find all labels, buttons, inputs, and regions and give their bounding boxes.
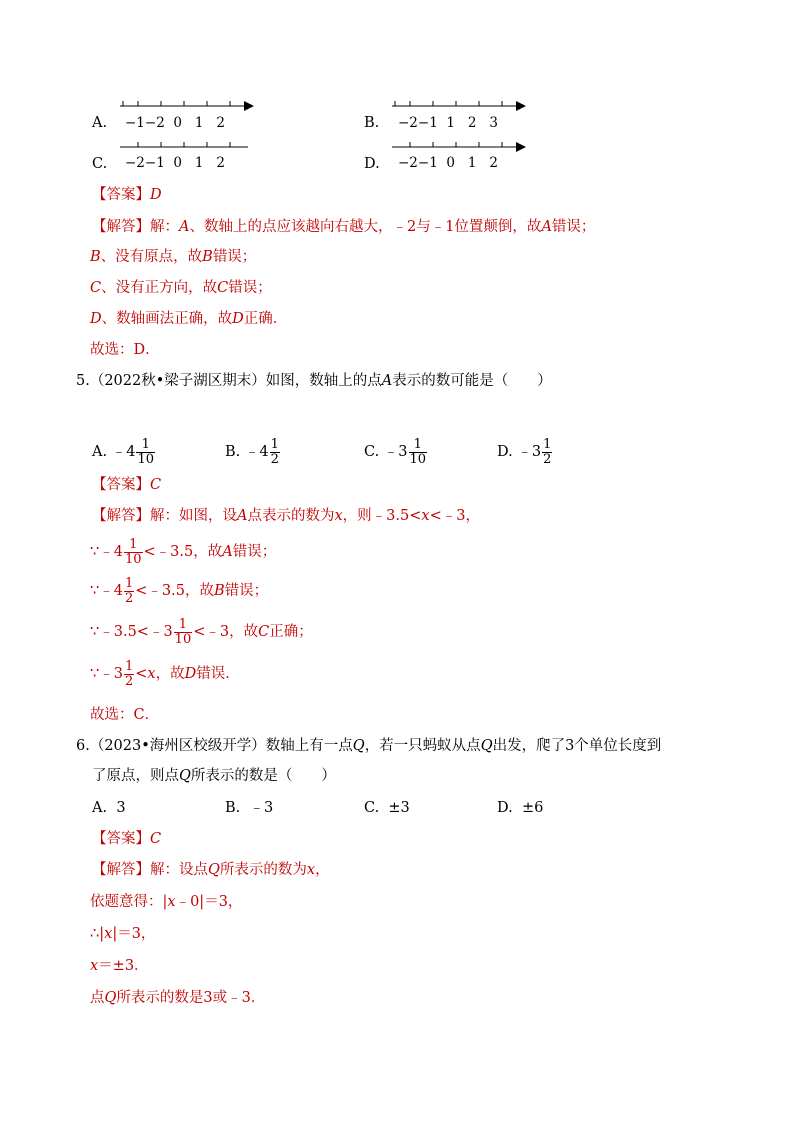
q5-option-b[interactable] [225, 436, 281, 468]
option-label: D. [497, 444, 513, 460]
solution-text: 正确． [243, 311, 288, 327]
option-label: A. [92, 800, 108, 816]
solution-text: 点 [90, 990, 105, 1006]
solution-text: 依题意得：| [90, 894, 168, 910]
var-c: C [90, 280, 102, 296]
solution-text: < [135, 666, 148, 682]
numerator: 1 [409, 438, 428, 453]
number-line-a [118, 98, 258, 114]
q5-solution-line-4 [90, 658, 240, 690]
numerator: 1 [124, 658, 134, 674]
fraction [136, 438, 155, 467]
q4-answer-line [92, 186, 162, 204]
option-label: B. [225, 800, 241, 816]
option-label: C. [364, 800, 380, 816]
tick-label: 1 [194, 115, 204, 131]
q4-solution-line-3 [90, 279, 272, 297]
numerator: 1 [124, 538, 143, 553]
tick-label: 0 [446, 155, 455, 171]
q4-solution-line-4 [90, 310, 287, 328]
number-line-b-labels [398, 114, 498, 132]
option-value: ±6 [521, 800, 544, 816]
solution-text: ﹣3.5<﹣3 [99, 624, 173, 640]
solution-text: ，故 [155, 666, 185, 682]
var-d: D [90, 311, 102, 327]
solution-text: ， [315, 862, 330, 878]
option-a-label: A. [92, 115, 108, 131]
solution-text: ﹣4 [99, 544, 123, 560]
var-q: Q [352, 738, 365, 754]
number-line-b [390, 98, 530, 114]
option-whole: ﹣3 [517, 444, 542, 460]
solution-tag: 【解答】 [92, 219, 150, 235]
q6-option-c[interactable] [364, 799, 410, 817]
q6-option-b[interactable] [225, 799, 273, 817]
option-label: D. [497, 800, 513, 816]
var-a: A [179, 219, 190, 235]
tick-label: −2 [398, 155, 418, 171]
q6-solution-line-3 [90, 925, 155, 943]
var-q: Q [104, 990, 117, 1006]
solution-text: 错误； [212, 249, 257, 265]
option-label: C. [364, 444, 380, 460]
solution-text: 错误． [196, 666, 240, 682]
solution-text: 解： [150, 219, 179, 235]
solution-text: ∴| [90, 926, 105, 942]
stem-text: 出发，爬了3个单位长度到 [492, 738, 662, 754]
answer-value: C [150, 831, 162, 847]
q4-solution-line-2 [90, 248, 256, 266]
denominator: 10 [124, 551, 142, 567]
option-label: B. [225, 444, 241, 460]
solution-text: 、没有正方向，故 [101, 280, 218, 296]
q5-option-c[interactable] [364, 436, 428, 468]
q6-solution-line-5 [90, 989, 265, 1007]
fraction [124, 538, 143, 567]
solution-text: ＝±3． [98, 958, 149, 974]
solution-text: 错误； [551, 219, 596, 235]
tick-label: −1 [125, 115, 145, 131]
tick-label: 3 [489, 115, 498, 131]
solution-text: 、数轴上的点应该越向右越大，﹣2与﹣1位置颠倒，故 [189, 219, 542, 235]
stem-text: 了原点，则点 [92, 768, 179, 784]
tick-label: −2 [398, 115, 418, 131]
solution-tag: 【解答】 [92, 508, 150, 524]
option-value: 3 [116, 800, 126, 816]
var-a: A [222, 544, 233, 560]
solution-text: 错误； [232, 544, 277, 560]
numerator: 1 [174, 618, 193, 633]
q5-solution-line-3 [90, 616, 313, 648]
numerator: 1 [136, 438, 155, 453]
fraction [542, 438, 552, 467]
tick-label: 2 [467, 115, 477, 131]
answer-tag: 【答案】 [92, 187, 150, 203]
tick-label: 1 [194, 155, 204, 171]
tick-label: 2 [489, 155, 498, 171]
solution-text: 所表示的数为 [219, 862, 307, 878]
solution-text: 所表示的数是3或﹣3． [116, 990, 266, 1006]
var-x: x [147, 666, 156, 682]
answer-value: D [150, 187, 162, 203]
fraction [174, 618, 193, 647]
q4-conclusion: 故选：D． [90, 342, 160, 358]
solution-text: <﹣3.5，故 [143, 544, 223, 560]
answer-value: C [150, 477, 162, 493]
solution-text: |＝3， [112, 926, 156, 942]
q5-stem [76, 372, 552, 390]
q6-solution-line-2 [90, 893, 242, 911]
solution-text: 、数轴画法正确，故 [101, 311, 233, 327]
var-x: x [167, 894, 176, 910]
tick-label: −1 [417, 115, 438, 131]
solution-text: ，则﹣3.5< [342, 508, 422, 524]
because-symbol: ∵ [90, 544, 100, 560]
q5-solution-line-1 [90, 536, 276, 568]
q6-option-a[interactable] [92, 799, 126, 817]
denominator: 2 [124, 590, 134, 606]
numerator: 1 [543, 436, 552, 452]
q5-conclusion: 故选：C． [90, 707, 160, 723]
number-line-c [118, 139, 258, 155]
var-a: A [381, 373, 393, 389]
number-line-c-labels [125, 154, 225, 172]
option-c-label: C. [92, 156, 108, 172]
option-whole: ﹣4 [111, 444, 136, 460]
solution-text: 点表示的数为 [247, 508, 335, 524]
var-x: x [421, 508, 430, 524]
fraction [124, 660, 134, 689]
q6-answer-line [92, 830, 161, 848]
solution-tag: 【解答】 [92, 862, 150, 878]
var-q: Q [179, 768, 191, 784]
q5-solution-intro [92, 507, 480, 525]
q5-option-d[interactable] [497, 436, 553, 468]
option-whole: ﹣3 [383, 444, 408, 460]
solution-text: 错误； [224, 583, 269, 599]
tick-label: −2 [125, 155, 145, 171]
var-x: x [90, 958, 99, 974]
denominator: 10 [137, 451, 154, 467]
answer-tag: 【答案】 [92, 477, 150, 493]
denominator: 10 [409, 451, 427, 467]
q5-option-a[interactable] [92, 436, 156, 468]
q5-solution-line-2 [90, 575, 268, 607]
q5-answer-line [92, 476, 161, 494]
tick-label: 1 [467, 155, 477, 171]
var-d: D [232, 311, 244, 327]
tick-label: −1 [144, 155, 165, 171]
q6-stem-line-2 [92, 767, 336, 785]
var-a: A [541, 219, 552, 235]
number-line-a-labels [125, 114, 225, 132]
fraction [409, 438, 428, 467]
solution-text: 解：设点 [150, 862, 208, 878]
tick-label: −2 [144, 115, 165, 131]
because-symbol: ∵ [90, 624, 100, 640]
solution-text: 解：如图，设 [150, 508, 237, 524]
solution-text: ﹣4 [99, 583, 123, 599]
solution-text: 、没有原点，故 [100, 249, 203, 265]
var-a: A [237, 508, 248, 524]
tick-label: 2 [216, 115, 225, 131]
stem-text: ，若一只蚂蚁从点 [364, 738, 481, 754]
solution-text: 错误； [228, 280, 272, 296]
option-value: ﹣3 [249, 800, 274, 816]
var-q: Q [480, 738, 493, 754]
option-d-label: D. [364, 156, 380, 172]
because-symbol: ∵ [90, 583, 100, 599]
option-label: A. [92, 444, 108, 460]
tick-label: 2 [216, 155, 225, 171]
var-q: Q [208, 862, 220, 878]
var-c: C [258, 624, 270, 640]
solution-text: <﹣3.5，故 [135, 583, 214, 599]
var-x: x [334, 508, 343, 524]
var-b: B [202, 249, 213, 265]
q6-stem-line-1 [76, 737, 661, 755]
solution-text: ﹣3 [99, 666, 123, 682]
denominator: 10 [174, 631, 192, 647]
fraction [124, 577, 134, 606]
solution-text: <﹣3， [429, 508, 480, 524]
var-b: B [213, 583, 225, 599]
tick-label: 0 [173, 115, 182, 131]
answer-tag: 【答案】 [92, 831, 150, 847]
var-b: B [90, 249, 101, 265]
stem-text: 表示的数可能是（ ） [392, 373, 552, 389]
solution-text: ﹣0|＝3， [175, 894, 243, 910]
var-x: x [306, 862, 316, 878]
tick-label: 0 [173, 155, 182, 171]
option-value: ±3 [388, 800, 410, 816]
tick-label: 1 [446, 115, 455, 131]
stem-text: 5.（2022秋•梁子湖区期末）如图，数轴上的点 [76, 373, 382, 389]
denominator: 2 [543, 451, 552, 467]
q4-solution-line-1 [92, 218, 595, 236]
because-symbol: ∵ [90, 666, 100, 682]
number-line-d-labels [398, 154, 498, 172]
q6-option-d[interactable] [497, 799, 543, 817]
numerator: 1 [270, 436, 279, 452]
solution-text: <﹣3，故 [193, 624, 259, 640]
solution-text: 正确； [269, 624, 313, 640]
denominator: 2 [270, 451, 279, 467]
denominator: 2 [124, 673, 134, 689]
stem-text: 所表示的数是（ ） [190, 768, 336, 784]
q6-solution-line-4 [90, 957, 149, 975]
option-b-label: B. [364, 115, 380, 131]
numerator: 1 [124, 575, 134, 591]
tick-label: −1 [417, 155, 438, 171]
var-x: x [104, 926, 113, 942]
var-d: D [184, 666, 197, 682]
stem-text: 6.（2023•海州区校级开学）数轴上有一点 [76, 738, 353, 754]
q6-solution-line-1 [92, 861, 330, 879]
var-c: C [217, 280, 229, 296]
fraction [270, 438, 280, 467]
number-line-d [390, 139, 530, 155]
option-whole: ﹣4 [244, 444, 269, 460]
